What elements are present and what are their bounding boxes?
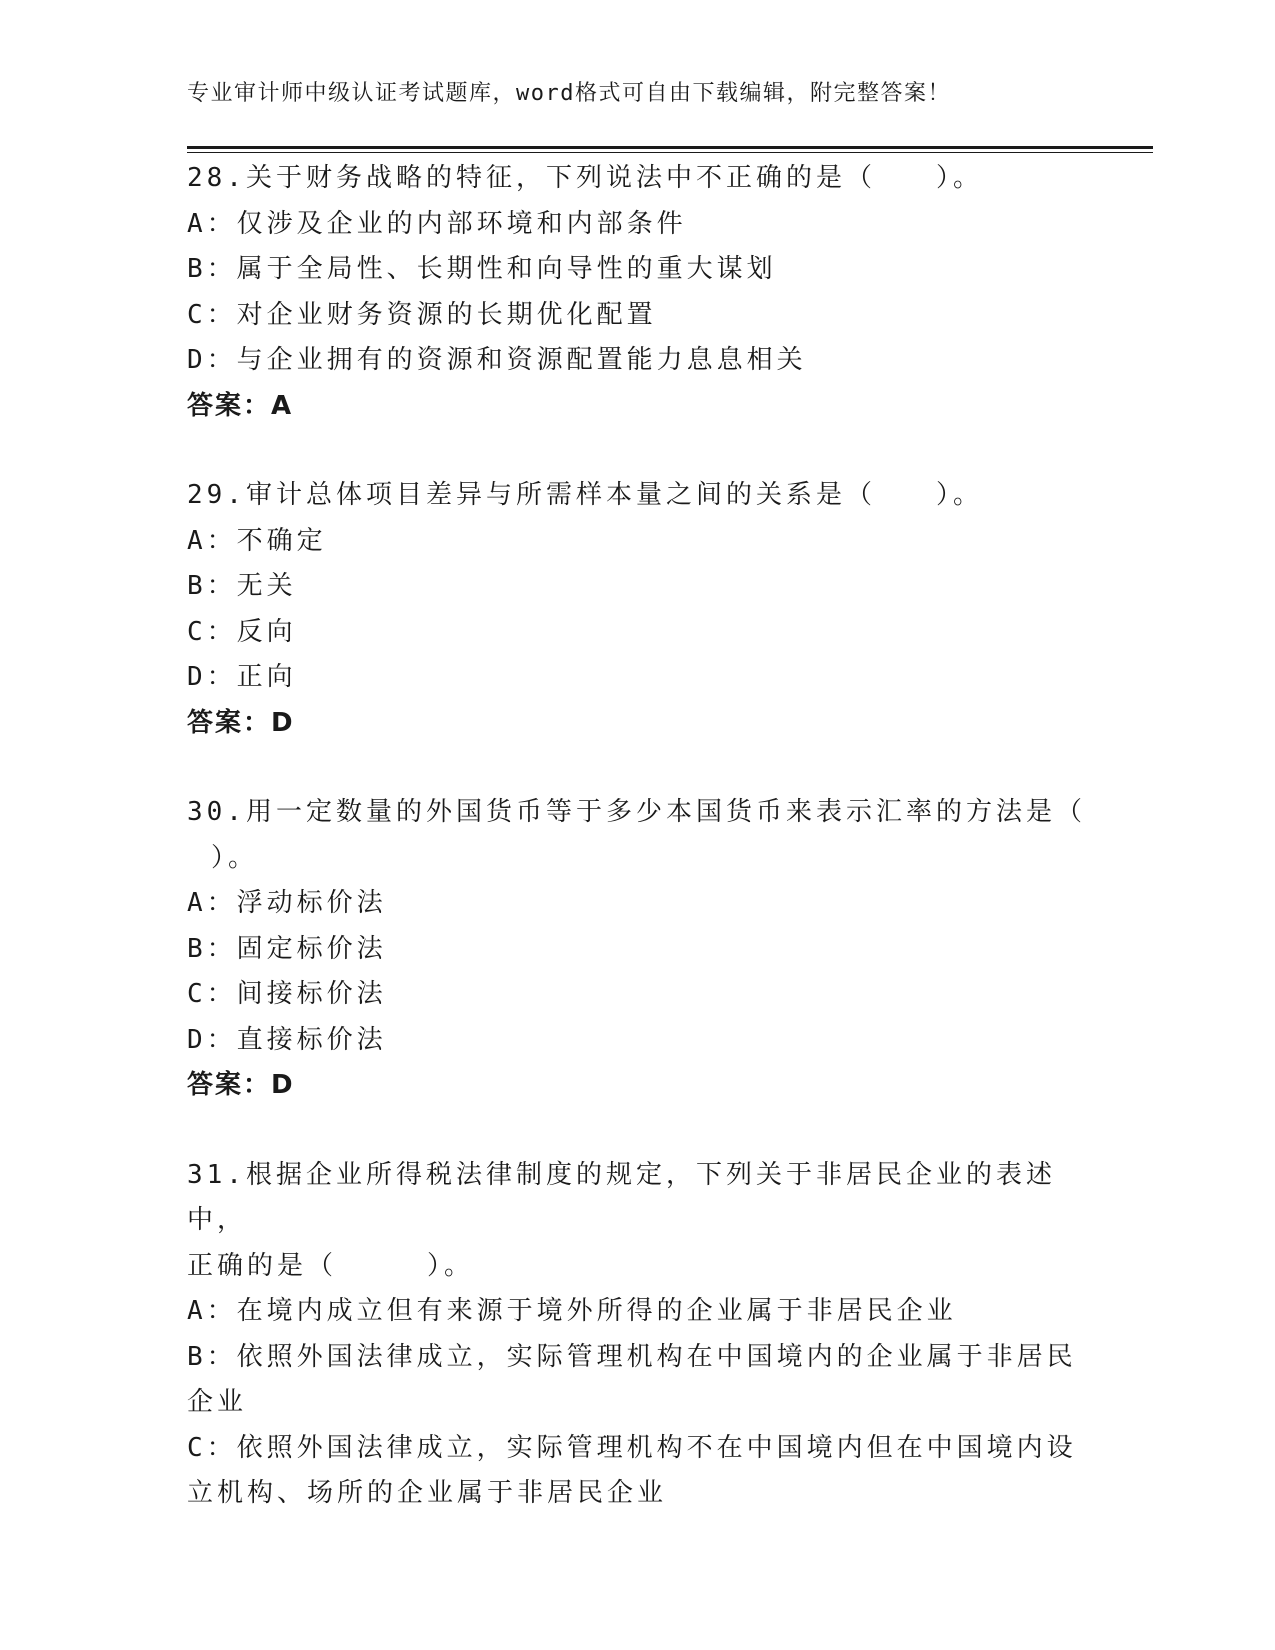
option-b: B：无关: [187, 571, 297, 601]
option-b: B：依照外国法律成立，实际管理机构在中国境内的企业属于非居民企业: [187, 1341, 1077, 1417]
option-d: D：直接标价法: [187, 1024, 387, 1055]
question-28: [187, 156, 1087, 429]
page-header: 专业审计师中级认证考试题库，word格式可自由下载编辑，附完整答案！: [187, 81, 951, 106]
question-stem-continued: 正确的是（ ）。: [187, 1250, 475, 1281]
option-c: C：依照外国法律成立，实际管理机构不在中国境内但在中国境内设立机构、场所的企业属于非居民企业: [187, 1432, 1077, 1508]
option-a: A：不确定: [187, 525, 327, 556]
option-d: D：正向: [187, 662, 297, 692]
question-list: [187, 156, 1087, 1561]
question-stem: 28.关于财务战略的特征，下列说法中不正确的是（ ）。: [187, 163, 983, 193]
option-d: D：与企业拥有的资源和资源配置能力息息相关: [187, 345, 807, 375]
question-stem: 31.根据企业所得税法律制度的规定，下列关于非居民企业的表述中，: [187, 1159, 1056, 1235]
question-stem-continued: ）。: [211, 842, 259, 873]
option-b: B：固定标价法: [187, 933, 387, 964]
option-a: A：在境内成立但有来源于境外所得的企业属于非居民企业: [187, 1296, 957, 1326]
question-stem: 30.用一定数量的外国货币等于多少本国货币来表示汇率的方法是（: [187, 797, 1086, 827]
answer-label: 答案：D: [187, 1070, 295, 1100]
question-31: [187, 1153, 1087, 1517]
answer-label: 答案：A: [187, 390, 294, 421]
question-29: [187, 473, 1087, 746]
option-c: C：反向: [187, 616, 297, 647]
header-rule-thick: [187, 146, 1153, 149]
question-stem: 29.审计总体项目差异与所需样本量之间的关系是（ ）。: [187, 480, 983, 510]
option-a: A：仅涉及企业的内部环境和内部条件: [187, 208, 687, 239]
option-a: A：浮动标价法: [187, 888, 387, 918]
header-rule-thin: [187, 152, 1153, 153]
option-c: C：对企业财务资源的长期优化配置: [187, 299, 657, 330]
answer-label: 答案：D: [187, 707, 295, 738]
option-c: C：间接标价法: [187, 979, 387, 1009]
question-30: [187, 790, 1087, 1109]
option-b: B：属于全局性、长期性和向导性的重大谋划: [187, 254, 777, 284]
